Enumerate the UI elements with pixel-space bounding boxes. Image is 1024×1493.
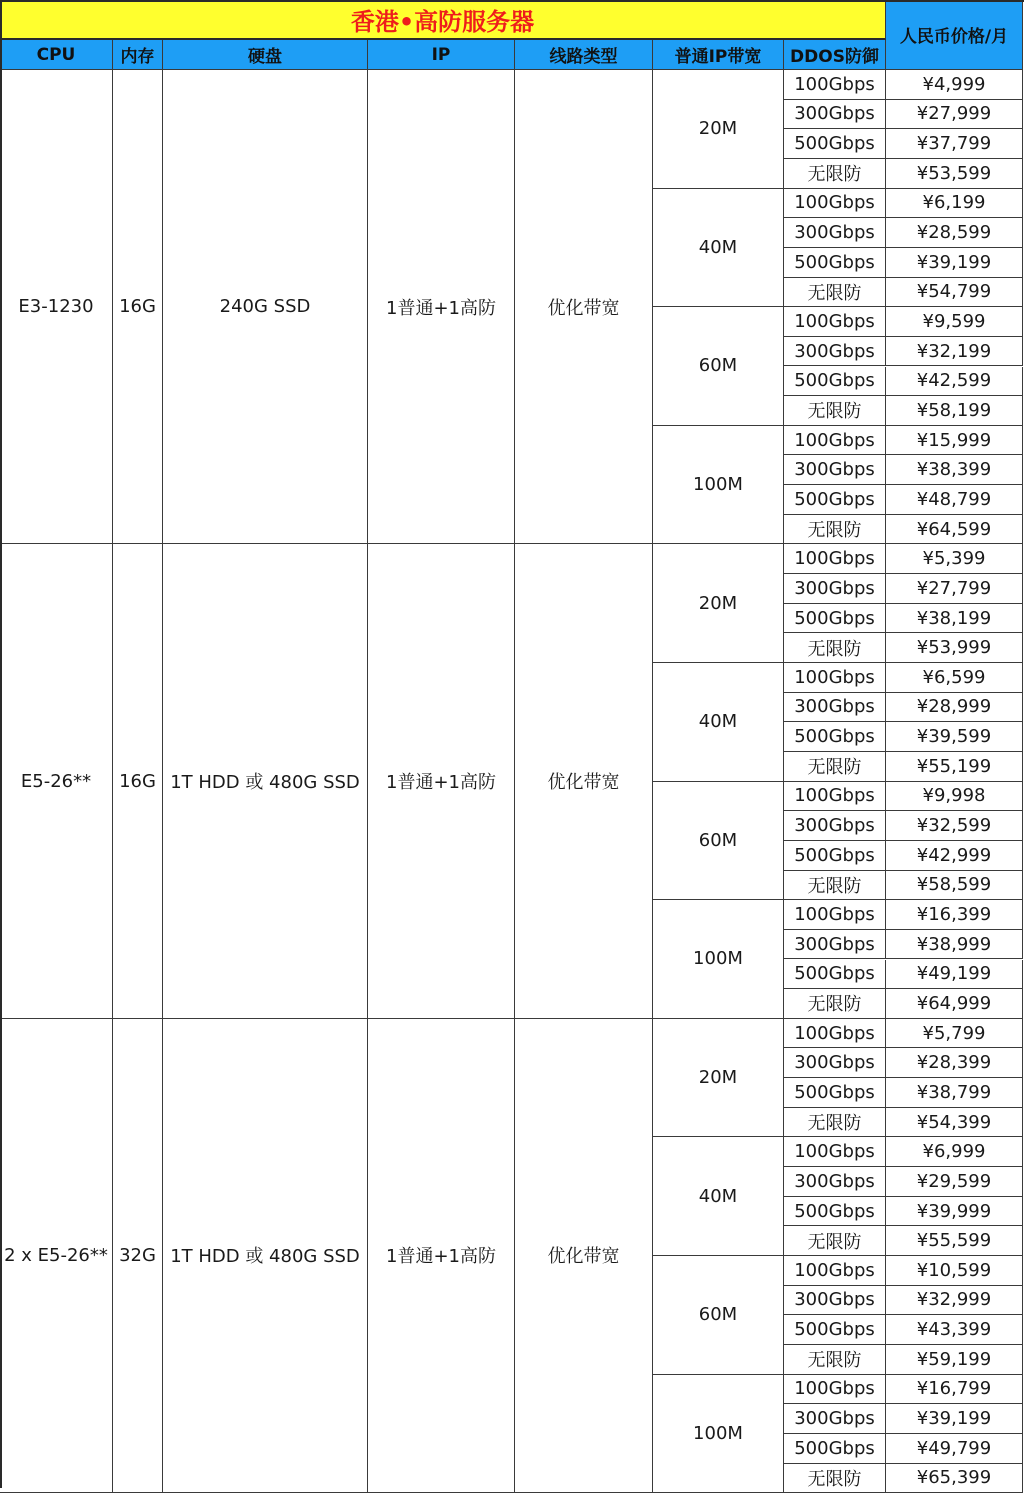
disk-cell: 1T HDD 或 480G SSD	[163, 1019, 368, 1493]
ddos-cell: 500Gbps	[784, 248, 886, 278]
price-cell: ¥38,799	[886, 1078, 1023, 1108]
ddos-cell: 100Gbps	[784, 782, 886, 812]
price-cell: ¥37,799	[886, 129, 1023, 159]
price-cell: ¥39,999	[886, 1197, 1023, 1227]
price-cell: ¥54,799	[886, 278, 1023, 308]
bandwidth-cell: 100M	[653, 1375, 784, 1493]
price-cell: ¥38,999	[886, 930, 1023, 960]
price-cell: ¥65,399	[886, 1464, 1023, 1493]
ram-cell: 16G	[113, 544, 163, 1018]
ddos-cell: 无限防	[784, 1108, 886, 1138]
price-cell: ¥48,799	[886, 485, 1023, 515]
ip-cell: 1普通+1高防	[368, 544, 515, 1018]
price-cell: ¥27,999	[886, 100, 1023, 130]
ddos-cell: 100Gbps	[784, 663, 886, 693]
bandwidth-cell: 20M	[653, 70, 784, 189]
ddos-cell: 500Gbps	[784, 367, 886, 397]
ddos-cell: 300Gbps	[784, 1404, 886, 1434]
ddos-cell: 500Gbps	[784, 604, 886, 634]
price-cell: ¥6,599	[886, 663, 1023, 693]
ddos-cell: 300Gbps	[784, 1048, 886, 1078]
price-cell: ¥16,799	[886, 1375, 1023, 1405]
price-cell: ¥6,999	[886, 1137, 1023, 1167]
ddos-cell: 500Gbps	[784, 1197, 886, 1227]
sheet-title: 香港•高防服务器	[0, 0, 886, 40]
ddos-cell: 无限防	[784, 1345, 886, 1375]
header-price: 人民币价格/月	[886, 0, 1023, 70]
bandwidth-cell: 40M	[653, 189, 784, 308]
disk-cell: 240G SSD	[163, 70, 368, 544]
ddos-cell: 500Gbps	[784, 485, 886, 515]
price-cell: ¥55,599	[886, 1226, 1023, 1256]
bandwidth-cell: 40M	[653, 663, 784, 782]
price-cell: ¥43,399	[886, 1315, 1023, 1345]
price-cell: ¥29,599	[886, 1167, 1023, 1197]
cpu-cell: E3-1230	[0, 70, 113, 544]
ddos-cell: 500Gbps	[784, 1078, 886, 1108]
ddos-cell: 无限防	[784, 1464, 886, 1493]
ddos-cell: 300Gbps	[784, 455, 886, 485]
ddos-cell: 100Gbps	[784, 1375, 886, 1405]
ddos-cell: 500Gbps	[784, 129, 886, 159]
ddos-cell: 无限防	[784, 159, 886, 189]
ddos-cell: 100Gbps	[784, 1256, 886, 1286]
price-cell: ¥49,799	[886, 1434, 1023, 1464]
header-line-type: 线路类型	[515, 40, 653, 70]
ddos-cell: 100Gbps	[784, 900, 886, 930]
ddos-cell: 无限防	[784, 871, 886, 901]
ddos-cell: 100Gbps	[784, 189, 886, 219]
header-ddos: DDOS防御	[784, 40, 886, 70]
price-cell: ¥32,999	[886, 1286, 1023, 1316]
price-cell: ¥5,399	[886, 544, 1023, 574]
ddos-cell: 300Gbps	[784, 930, 886, 960]
ddos-cell: 100Gbps	[784, 1137, 886, 1167]
price-cell: ¥4,999	[886, 70, 1023, 100]
price-cell: ¥53,599	[886, 159, 1023, 189]
ddos-cell: 500Gbps	[784, 1315, 886, 1345]
line-type-cell: 优化带宽	[515, 1019, 653, 1493]
ram-cell: 16G	[113, 70, 163, 544]
price-cell: ¥28,599	[886, 218, 1023, 248]
ram-cell: 32G	[113, 1019, 163, 1493]
price-cell: ¥64,599	[886, 515, 1023, 545]
ddos-cell: 300Gbps	[784, 574, 886, 604]
price-cell: ¥15,999	[886, 426, 1023, 456]
ddos-cell: 500Gbps	[784, 722, 886, 752]
price-cell: ¥58,199	[886, 396, 1023, 426]
header-disk: 硬盘	[163, 40, 368, 70]
ddos-cell: 500Gbps	[784, 960, 886, 990]
bandwidth-cell: 20M	[653, 544, 784, 663]
price-cell: ¥38,199	[886, 604, 1023, 634]
ddos-cell: 无限防	[784, 752, 886, 782]
price-cell: ¥27,799	[886, 574, 1023, 604]
ddos-cell: 无限防	[784, 515, 886, 545]
price-cell: ¥9,998	[886, 782, 1023, 812]
price-cell: ¥16,399	[886, 900, 1023, 930]
ddos-cell: 无限防	[784, 633, 886, 663]
price-cell: ¥39,599	[886, 722, 1023, 752]
price-cell: ¥64,999	[886, 989, 1023, 1019]
price-cell: ¥59,199	[886, 1345, 1023, 1375]
bandwidth-cell: 60M	[653, 1256, 784, 1375]
price-cell: ¥6,199	[886, 189, 1023, 219]
price-cell: ¥10,599	[886, 1256, 1023, 1286]
ddos-cell: 100Gbps	[784, 1019, 886, 1049]
ddos-cell: 300Gbps	[784, 1286, 886, 1316]
ddos-cell: 500Gbps	[784, 841, 886, 871]
price-cell: ¥49,199	[886, 960, 1023, 990]
bandwidth-cell: 60M	[653, 782, 784, 901]
price-cell: ¥5,799	[886, 1019, 1023, 1049]
bandwidth-cell: 20M	[653, 1019, 784, 1138]
price-cell: ¥42,599	[886, 367, 1023, 397]
price-cell: ¥53,999	[886, 633, 1023, 663]
ddos-cell: 300Gbps	[784, 100, 886, 130]
ddos-cell: 100Gbps	[784, 307, 886, 337]
price-cell: ¥32,599	[886, 811, 1023, 841]
ddos-cell: 300Gbps	[784, 337, 886, 367]
price-cell: ¥38,399	[886, 455, 1023, 485]
header-cpu: CPU	[0, 40, 113, 70]
disk-cell: 1T HDD 或 480G SSD	[163, 544, 368, 1018]
header-ip: IP	[368, 40, 515, 70]
ddos-cell: 100Gbps	[784, 426, 886, 456]
price-cell: ¥28,399	[886, 1048, 1023, 1078]
line-type-cell: 优化带宽	[515, 544, 653, 1018]
ddos-cell: 无限防	[784, 278, 886, 308]
header-bandwidth: 普通IP带宽	[653, 40, 784, 70]
price-cell: ¥54,399	[886, 1108, 1023, 1138]
cpu-cell: 2 x E5-26**	[0, 1019, 113, 1493]
ddos-cell: 无限防	[784, 1226, 886, 1256]
ddos-cell: 100Gbps	[784, 544, 886, 574]
price-cell: ¥28,999	[886, 693, 1023, 723]
ddos-cell: 300Gbps	[784, 693, 886, 723]
price-cell: ¥42,999	[886, 841, 1023, 871]
ddos-cell: 500Gbps	[784, 1434, 886, 1464]
ddos-cell: 300Gbps	[784, 811, 886, 841]
ip-cell: 1普通+1高防	[368, 1019, 515, 1493]
price-cell: ¥58,599	[886, 871, 1023, 901]
ddos-cell: 无限防	[784, 989, 886, 1019]
bandwidth-cell: 100M	[653, 426, 784, 545]
ddos-cell: 300Gbps	[784, 1167, 886, 1197]
bandwidth-cell: 100M	[653, 900, 784, 1019]
ddos-cell: 300Gbps	[784, 218, 886, 248]
ddos-cell: 100Gbps	[784, 70, 886, 100]
price-cell: ¥55,199	[886, 752, 1023, 782]
line-type-cell: 优化带宽	[515, 70, 653, 544]
bandwidth-cell: 40M	[653, 1137, 784, 1256]
price-cell: ¥9,599	[886, 307, 1023, 337]
header-ram: 内存	[113, 40, 163, 70]
price-cell: ¥32,199	[886, 337, 1023, 367]
price-cell: ¥39,199	[886, 248, 1023, 278]
ddos-cell: 无限防	[784, 396, 886, 426]
price-cell: ¥39,199	[886, 1404, 1023, 1434]
ip-cell: 1普通+1高防	[368, 70, 515, 544]
bandwidth-cell: 60M	[653, 307, 784, 426]
cpu-cell: E5-26**	[0, 544, 113, 1018]
